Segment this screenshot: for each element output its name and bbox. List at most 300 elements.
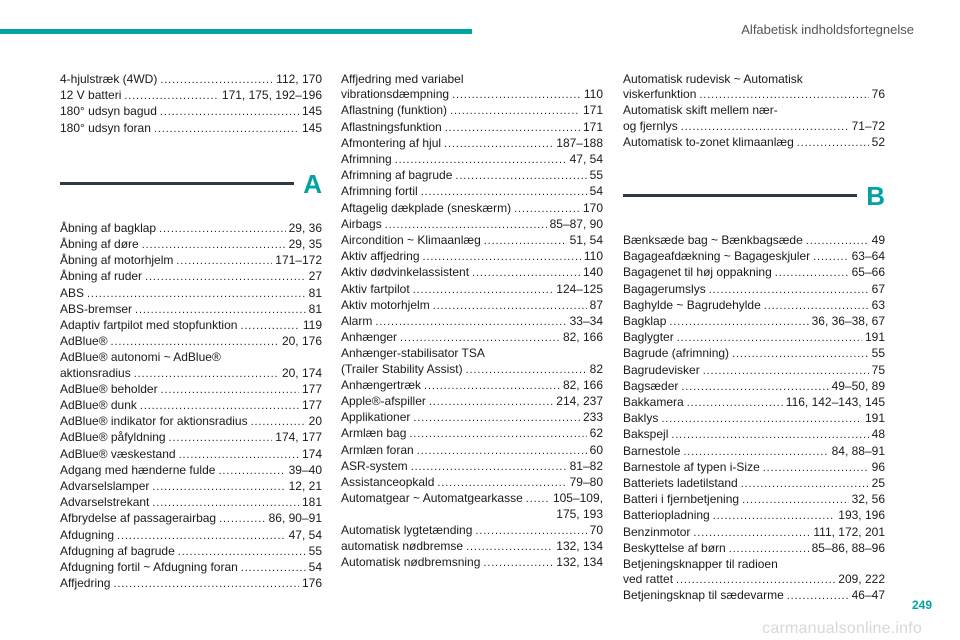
index-entry-term: Batteriets ladetilstand — [623, 476, 738, 491]
dot-leader — [134, 366, 279, 382]
index-entry-pages: 33–34 — [569, 314, 603, 329]
index-entry-pages: 119 — [302, 318, 322, 333]
index-entry[interactable] — [341, 217, 603, 233]
index-entry-pages: 82 — [589, 361, 603, 376]
index-entry-pages: 55 — [589, 168, 603, 183]
dot-leader — [178, 544, 306, 560]
index-entry-term: Afmontering af hjul — [341, 135, 442, 150]
index-entry-pages: 67 — [871, 281, 885, 296]
index-entry-pages: 39–40 — [288, 462, 322, 477]
index-entry-term: automatisk nødbremse — [341, 538, 464, 553]
index-entry-term: Aktiv fartpilot — [341, 281, 410, 296]
index-entry-term: Adgang med hænderne fulde — [60, 462, 216, 477]
index-entry[interactable] — [623, 282, 885, 298]
dot-leader — [472, 265, 580, 281]
dot-leader — [813, 249, 848, 265]
index-entry-term: AdBlue® beholder — [60, 381, 158, 396]
index-entry-pages: 96 — [871, 459, 885, 474]
index-entry-term: Anhængertræk — [341, 377, 422, 392]
dot-leader — [135, 302, 306, 318]
index-entry-pages: 145 — [301, 104, 322, 119]
dot-leader — [375, 314, 566, 330]
dot-leader — [409, 426, 586, 442]
index-entry[interactable] — [623, 525, 885, 541]
index-entry-pages: 81–82 — [569, 458, 603, 473]
index-entry[interactable] — [341, 410, 603, 426]
index-entry-pages: 82, 166 — [562, 377, 603, 392]
section-heading — [623, 183, 885, 223]
index-entry-pages: 171 — [582, 103, 603, 118]
index-entry[interactable] — [60, 576, 322, 592]
index-entry-term: 180° udsyn bagud — [60, 104, 157, 119]
index-entry-term: Barnestole — [623, 443, 681, 458]
dot-leader — [693, 525, 810, 541]
index-entry[interactable] — [60, 414, 322, 430]
index-entry[interactable] — [341, 298, 603, 314]
index-entry[interactable] — [60, 495, 322, 511]
index-entry[interactable] — [60, 269, 322, 285]
index-entry-term: Automatisk lygtetænding — [341, 522, 473, 537]
index-entry-pages: 63 — [871, 297, 885, 312]
dot-leader — [169, 430, 273, 446]
index-entry-pages: 84, 88–91 — [831, 443, 885, 458]
index-entry-term: Aktiv motorhjelm — [341, 297, 430, 312]
index-entry-term: 180° udsyn foran — [60, 120, 151, 135]
index-entry[interactable] — [623, 588, 885, 604]
index-entry[interactable] — [623, 427, 885, 443]
dot-leader — [413, 282, 554, 298]
index-entry-term: Betjeningsknapper til radioen — [623, 557, 778, 572]
index-entry[interactable] — [623, 72, 885, 87]
index-entry[interactable] — [341, 249, 603, 265]
section-divider — [623, 194, 857, 197]
index-entry[interactable] — [60, 334, 322, 350]
index-entry[interactable] — [60, 302, 322, 318]
index-entry-pages: 36, 36–38, 67 — [811, 314, 885, 329]
index-entry[interactable] — [341, 87, 603, 103]
index-entry[interactable] — [341, 362, 603, 378]
dot-leader — [179, 447, 299, 463]
index-entry-term: Automatisk rudevisk ~ Automatisk — [623, 72, 803, 86]
index-entry-pages: 71–72 — [851, 118, 885, 133]
index-entry[interactable] — [341, 152, 603, 168]
index-column-1 — [60, 72, 322, 592]
index-entry[interactable] — [341, 555, 603, 571]
dot-leader — [161, 382, 299, 398]
section-divider — [60, 182, 294, 185]
index-entry-pages: 191 — [864, 330, 885, 345]
index-entry-term: Automatisk nødbremsning — [341, 555, 481, 570]
index-entry[interactable] — [623, 330, 885, 346]
dot-leader — [514, 201, 580, 217]
index-entry-term: Afdugning af bagrude — [60, 543, 175, 558]
index-entry-term: Bagagenet til høj oppakning — [623, 265, 772, 280]
dot-leader — [160, 104, 299, 120]
index-entry-term: Aktiv affjedring — [341, 249, 420, 264]
index-entry[interactable] — [341, 346, 603, 361]
index-entry-term: Bagageafdækning ~ Bagageskjuler — [623, 249, 811, 264]
index-entry[interactable] — [623, 314, 885, 330]
index-entry[interactable] — [623, 233, 885, 249]
watermark: carmanualsonline.info — [762, 620, 922, 637]
dot-leader — [452, 87, 581, 103]
index-entry-pages: 29, 35 — [288, 237, 322, 252]
index-entry-pages: 54 — [589, 184, 603, 199]
dot-leader — [466, 539, 553, 555]
index-entry-pages: 171, 175, 192–196 — [221, 88, 322, 103]
index-entry-pages: 171 — [582, 119, 603, 134]
index-entry-term: AdBlue® væskestand — [60, 446, 176, 461]
dot-leader — [117, 528, 286, 544]
index-entry[interactable] — [60, 398, 322, 414]
index-entry-term: Airbags — [341, 216, 382, 231]
index-entry-term: Afdugning — [60, 527, 115, 542]
index-entry-pages: 81 — [308, 301, 322, 316]
index-column-3 — [623, 72, 885, 605]
index-entry-pages: 32, 56 — [851, 492, 885, 507]
index-entry-pages: 62 — [589, 426, 603, 441]
dot-leader — [140, 398, 299, 414]
index-entry-term: Åbning af døre — [60, 237, 139, 252]
index-entry[interactable] — [341, 168, 603, 184]
index-entry-term: Automatisk to-zonet klimaanlæg — [623, 134, 794, 149]
index-entry-term: Bagrudevisker — [623, 362, 700, 377]
index-entry-term: AdBlue® autonomi ~ AdBlue® — [60, 350, 221, 365]
index-entry-term: Automatgear ~ Automatgearkasse — [341, 491, 523, 506]
index-entry-term: 4-hjulstræk (4WD) — [60, 72, 158, 86]
dot-leader — [417, 443, 587, 459]
index-entry-pages: 116, 142–143, 145 — [785, 395, 885, 410]
index-entry[interactable] — [623, 508, 885, 524]
dot-leader — [681, 379, 828, 395]
index-entry-term: Afrimning fortil — [341, 184, 418, 199]
index-entry-pages: 112, 170 — [276, 72, 322, 86]
index-entry-pages: 52 — [871, 134, 885, 149]
index-entry[interactable] — [623, 119, 885, 135]
index-entry-term: Bænksæde bag ~ Bænkbagsæde — [623, 233, 803, 248]
dot-leader — [729, 541, 809, 557]
index-entry-term: AdBlue® påfyldning — [60, 430, 166, 445]
index-entry-term: Advarselslamper — [60, 479, 150, 494]
index-entry[interactable] — [341, 394, 603, 410]
index-entry-term: AdBlue® indikator for aktionsradius — [60, 414, 248, 429]
dot-leader — [732, 346, 869, 362]
index-entry[interactable] — [60, 560, 322, 576]
dot-leader — [713, 508, 836, 524]
section-letter: B — [866, 181, 885, 212]
index-entry[interactable] — [60, 479, 322, 495]
index-entry-term: Affjedring — [60, 576, 111, 591]
index-entry-pages: 177 — [301, 398, 322, 413]
index-entry[interactable] — [623, 411, 885, 427]
index-entry[interactable] — [341, 184, 603, 200]
index-entry[interactable] — [623, 298, 885, 314]
index-entry[interactable] — [60, 447, 322, 463]
dot-leader — [218, 463, 285, 479]
index-entry-term: Advarselstrekant — [60, 495, 150, 510]
index-entry[interactable] — [623, 135, 885, 151]
dot-leader — [742, 492, 849, 508]
index-entry-term: Adaptiv fartpilot med stopfunktion — [60, 318, 238, 333]
dot-leader — [699, 87, 868, 103]
index-entry-pages: 171–172 — [275, 253, 322, 268]
index-entry[interactable] — [341, 378, 603, 394]
index-entry-pages: 82, 166 — [562, 330, 603, 345]
index-entry-term: Aircondition ~ Klimaanlæg — [341, 233, 481, 248]
dot-leader — [671, 427, 868, 443]
index-entry-term: ved rattet — [623, 572, 674, 587]
index-entry-term: Batteriopladning — [623, 508, 710, 523]
index-entry[interactable] — [60, 350, 322, 365]
index-entry-pages: 85–86, 88–96 — [811, 540, 885, 555]
index-entry-term: Anhænger-stabilisator TSA — [341, 346, 485, 361]
index-entry[interactable] — [341, 507, 603, 522]
index-entry-term: og fjernlys — [623, 118, 678, 133]
index-entry-pages: 191 — [864, 411, 885, 426]
index-entry-pages: 87 — [589, 297, 603, 312]
index-entry[interactable] — [341, 330, 603, 346]
dot-leader — [709, 282, 869, 298]
index-entry[interactable] — [623, 379, 885, 395]
index-entry[interactable] — [341, 314, 603, 330]
index-entry-pages: 145 — [301, 120, 322, 135]
index-entry[interactable] — [60, 104, 322, 120]
index-entry-pages: 110 — [583, 249, 603, 264]
index-entry[interactable] — [623, 103, 885, 118]
index-entry-term: AdBlue® dunk — [60, 398, 137, 413]
index-entry[interactable] — [341, 539, 603, 555]
index-entry-term: Baklys — [623, 411, 659, 426]
index-entry-term: Anhænger — [341, 330, 398, 345]
index-entry-pages: 174, 177 — [275, 430, 322, 445]
index-entry-term: Applikationer — [341, 410, 411, 425]
index-entry-pages: 49–50, 89 — [831, 378, 885, 393]
index-entry-term: Aftagelig dækplade (sneskærm) — [341, 200, 512, 215]
page-number: 249 — [911, 598, 932, 612]
index-entry[interactable] — [623, 265, 885, 281]
dot-leader — [703, 363, 869, 379]
index-entry-pages: 20 — [308, 414, 322, 429]
dot-leader — [424, 378, 560, 394]
index-entry-pages: 55 — [308, 543, 322, 558]
index-entry[interactable] — [623, 395, 885, 411]
dot-leader — [445, 120, 580, 136]
index-entry[interactable] — [341, 103, 603, 119]
dot-leader — [241, 560, 306, 576]
index-entry-term: Åbning af ruder — [60, 269, 143, 284]
index-entry[interactable] — [341, 72, 603, 87]
dot-leader — [160, 72, 273, 88]
index-entry-pages: 177 — [301, 381, 322, 396]
dot-leader — [681, 119, 849, 135]
index-entry[interactable] — [60, 528, 322, 544]
dot-leader — [475, 523, 586, 539]
index-entry[interactable] — [623, 572, 885, 588]
index-entry[interactable] — [341, 120, 603, 136]
index-entry-pages: 55 — [871, 346, 885, 361]
index-entry[interactable] — [341, 491, 603, 507]
index-entry-pages: 111, 172, 201 — [813, 524, 885, 539]
dot-leader — [385, 217, 547, 233]
index-entry-term: Bagagerumslys — [623, 281, 706, 296]
index-entry-term: Aflastning (funktion) — [341, 103, 448, 118]
index-entry-term: Afrimning — [341, 152, 392, 167]
index-entry-pages: 209, 222 — [838, 572, 885, 587]
dot-leader — [484, 233, 567, 249]
index-entry-term: ABS — [60, 285, 85, 300]
index-entry-term: Beskyttelse af børn — [623, 540, 726, 555]
index-entry-pages: 233 — [582, 410, 603, 425]
index-entry[interactable] — [60, 72, 322, 88]
index-entry-pages: 51, 54 — [569, 233, 603, 248]
index-entry[interactable] — [341, 426, 603, 442]
index-entry[interactable] — [60, 88, 322, 104]
index-entry[interactable] — [341, 475, 603, 491]
index-entry-term: Afbrydelse af passagerairbag — [60, 511, 217, 526]
index-entry-term: ABS-bremser — [60, 301, 133, 316]
index-entry-term: Betjeningsknap til sædevarme — [623, 588, 784, 603]
index-entry-pages: 76 — [871, 87, 885, 102]
index-entry[interactable] — [60, 121, 322, 137]
dot-leader — [677, 330, 862, 346]
index-entry-pages: 75 — [871, 362, 885, 377]
index-entry[interactable] — [623, 460, 885, 476]
index-entry-pages: 110 — [583, 87, 603, 102]
index-entry-term: aktionsradius — [60, 365, 131, 380]
index-entry[interactable] — [60, 237, 322, 253]
index-entry-pages: 175, 193 — [556, 507, 603, 522]
index-entry-term: Afrimning af bagrude — [341, 168, 453, 183]
index-entry[interactable] — [623, 346, 885, 362]
dot-leader — [124, 88, 219, 104]
index-entry[interactable] — [623, 492, 885, 508]
index-entry-term: Bagklap — [623, 314, 667, 329]
index-entry[interactable] — [60, 463, 322, 479]
dot-leader — [797, 135, 869, 151]
running-header-title: Alfabetisk indholdsfortegnelse — [741, 22, 914, 37]
index-entry-pages: 187–188 — [556, 135, 603, 150]
index-entry-term: Bakkamera — [623, 395, 684, 410]
index-entry-pages: 86, 90–91 — [268, 511, 322, 526]
dot-leader — [142, 237, 286, 253]
dot-leader — [87, 286, 306, 302]
index-entry-pages: 47, 54 — [288, 527, 322, 542]
index-entry-pages: 176 — [301, 576, 322, 591]
index-entry-term: vibrationsdæmpning — [341, 87, 450, 102]
index-entry[interactable] — [60, 286, 322, 302]
index-entry[interactable] — [623, 541, 885, 557]
index-entry-pages: 214, 237 — [556, 394, 603, 409]
index-entry-pages: 124–125 — [556, 281, 603, 296]
index-entry-pages: 25 — [871, 476, 885, 491]
index-entry-term: Assistanceopkald — [341, 475, 435, 490]
dot-leader — [433, 298, 587, 314]
index-entry-term: Alarm — [341, 314, 373, 329]
index-entry-pages: 181 — [301, 495, 322, 510]
dot-leader — [111, 334, 279, 350]
dot-leader — [251, 414, 306, 430]
dot-leader — [176, 253, 272, 269]
index-entry-term: AdBlue® — [60, 334, 108, 349]
index-entry-term: Åbning af motorhjelm — [60, 253, 174, 268]
index-entry-pages: 20, 174 — [281, 365, 322, 380]
index-entry-term: Bakspejl — [623, 427, 669, 442]
index-entry[interactable] — [341, 523, 603, 539]
index-entry[interactable] — [623, 557, 885, 572]
index-entry-pages: 60 — [589, 442, 603, 457]
dot-leader — [411, 459, 567, 475]
index-entry-term: Affjedring med variabel — [341, 72, 464, 86]
index-entry[interactable] — [623, 363, 885, 379]
dot-leader — [764, 298, 869, 314]
dot-leader — [113, 576, 298, 592]
dot-leader — [661, 411, 862, 427]
index-entry[interactable] — [60, 221, 322, 237]
index-entry-pages: 49 — [871, 233, 885, 248]
dot-leader — [437, 475, 566, 491]
index-entry-pages: 132, 134 — [556, 538, 603, 553]
index-entry[interactable] — [341, 233, 603, 249]
index-entry-term: Automatisk skift mellem nær- — [623, 103, 778, 118]
index-entry[interactable] — [60, 318, 322, 334]
dot-leader — [787, 588, 849, 604]
dot-leader — [444, 136, 553, 152]
dot-leader — [455, 168, 586, 184]
index-entry[interactable] — [623, 444, 885, 460]
index-entry[interactable] — [341, 265, 603, 281]
header-accent-bar — [0, 29, 472, 34]
index-entry-pages: 85–87, 90 — [549, 216, 603, 231]
index-entry-term: Apple®-afspiller — [341, 394, 426, 409]
index-entry[interactable] — [623, 249, 885, 265]
section-heading — [60, 168, 322, 211]
section-letter: A — [303, 168, 322, 199]
index-entry[interactable] — [60, 430, 322, 446]
index-entry-term: Barnestole af typen i-Size — [623, 459, 760, 474]
dot-leader — [741, 476, 869, 492]
index-entry[interactable] — [60, 382, 322, 398]
dot-leader — [683, 444, 828, 460]
index-entry-pages: 29, 36 — [288, 220, 322, 235]
index-entry[interactable] — [60, 253, 322, 269]
index-column-2 — [341, 72, 603, 571]
index-entry-term: Aflastningsfunktion — [341, 119, 442, 134]
index-entry-pages: 54 — [308, 560, 322, 575]
dot-leader — [687, 395, 783, 411]
index-entry[interactable] — [341, 136, 603, 152]
index-entry-pages: 70 — [589, 522, 603, 537]
index-entry[interactable] — [341, 443, 603, 459]
index-entry[interactable] — [60, 511, 322, 527]
index-entry[interactable] — [60, 366, 322, 382]
index-entry-pages: 174 — [301, 446, 322, 461]
index-entry[interactable] — [60, 544, 322, 560]
index-entry[interactable] — [341, 459, 603, 475]
index-entry-pages: 79–80 — [569, 475, 603, 490]
index-entry-pages: 170 — [582, 200, 603, 215]
index-entry-pages: 140 — [582, 265, 603, 280]
index-entry[interactable] — [341, 201, 603, 217]
index-entry[interactable] — [623, 87, 885, 103]
dot-leader — [526, 491, 550, 507]
index-entry-term: Afdugning fortil ~ Afdugning foran — [60, 560, 238, 575]
index-entry[interactable] — [623, 476, 885, 492]
dot-leader — [152, 479, 285, 495]
index-entry[interactable] — [341, 282, 603, 298]
index-entry-pages: 46–47 — [851, 588, 885, 603]
index-entry-term: Baghylde ~ Bagrudehylde — [623, 297, 761, 312]
index-entry-pages: 12, 21 — [288, 479, 322, 494]
